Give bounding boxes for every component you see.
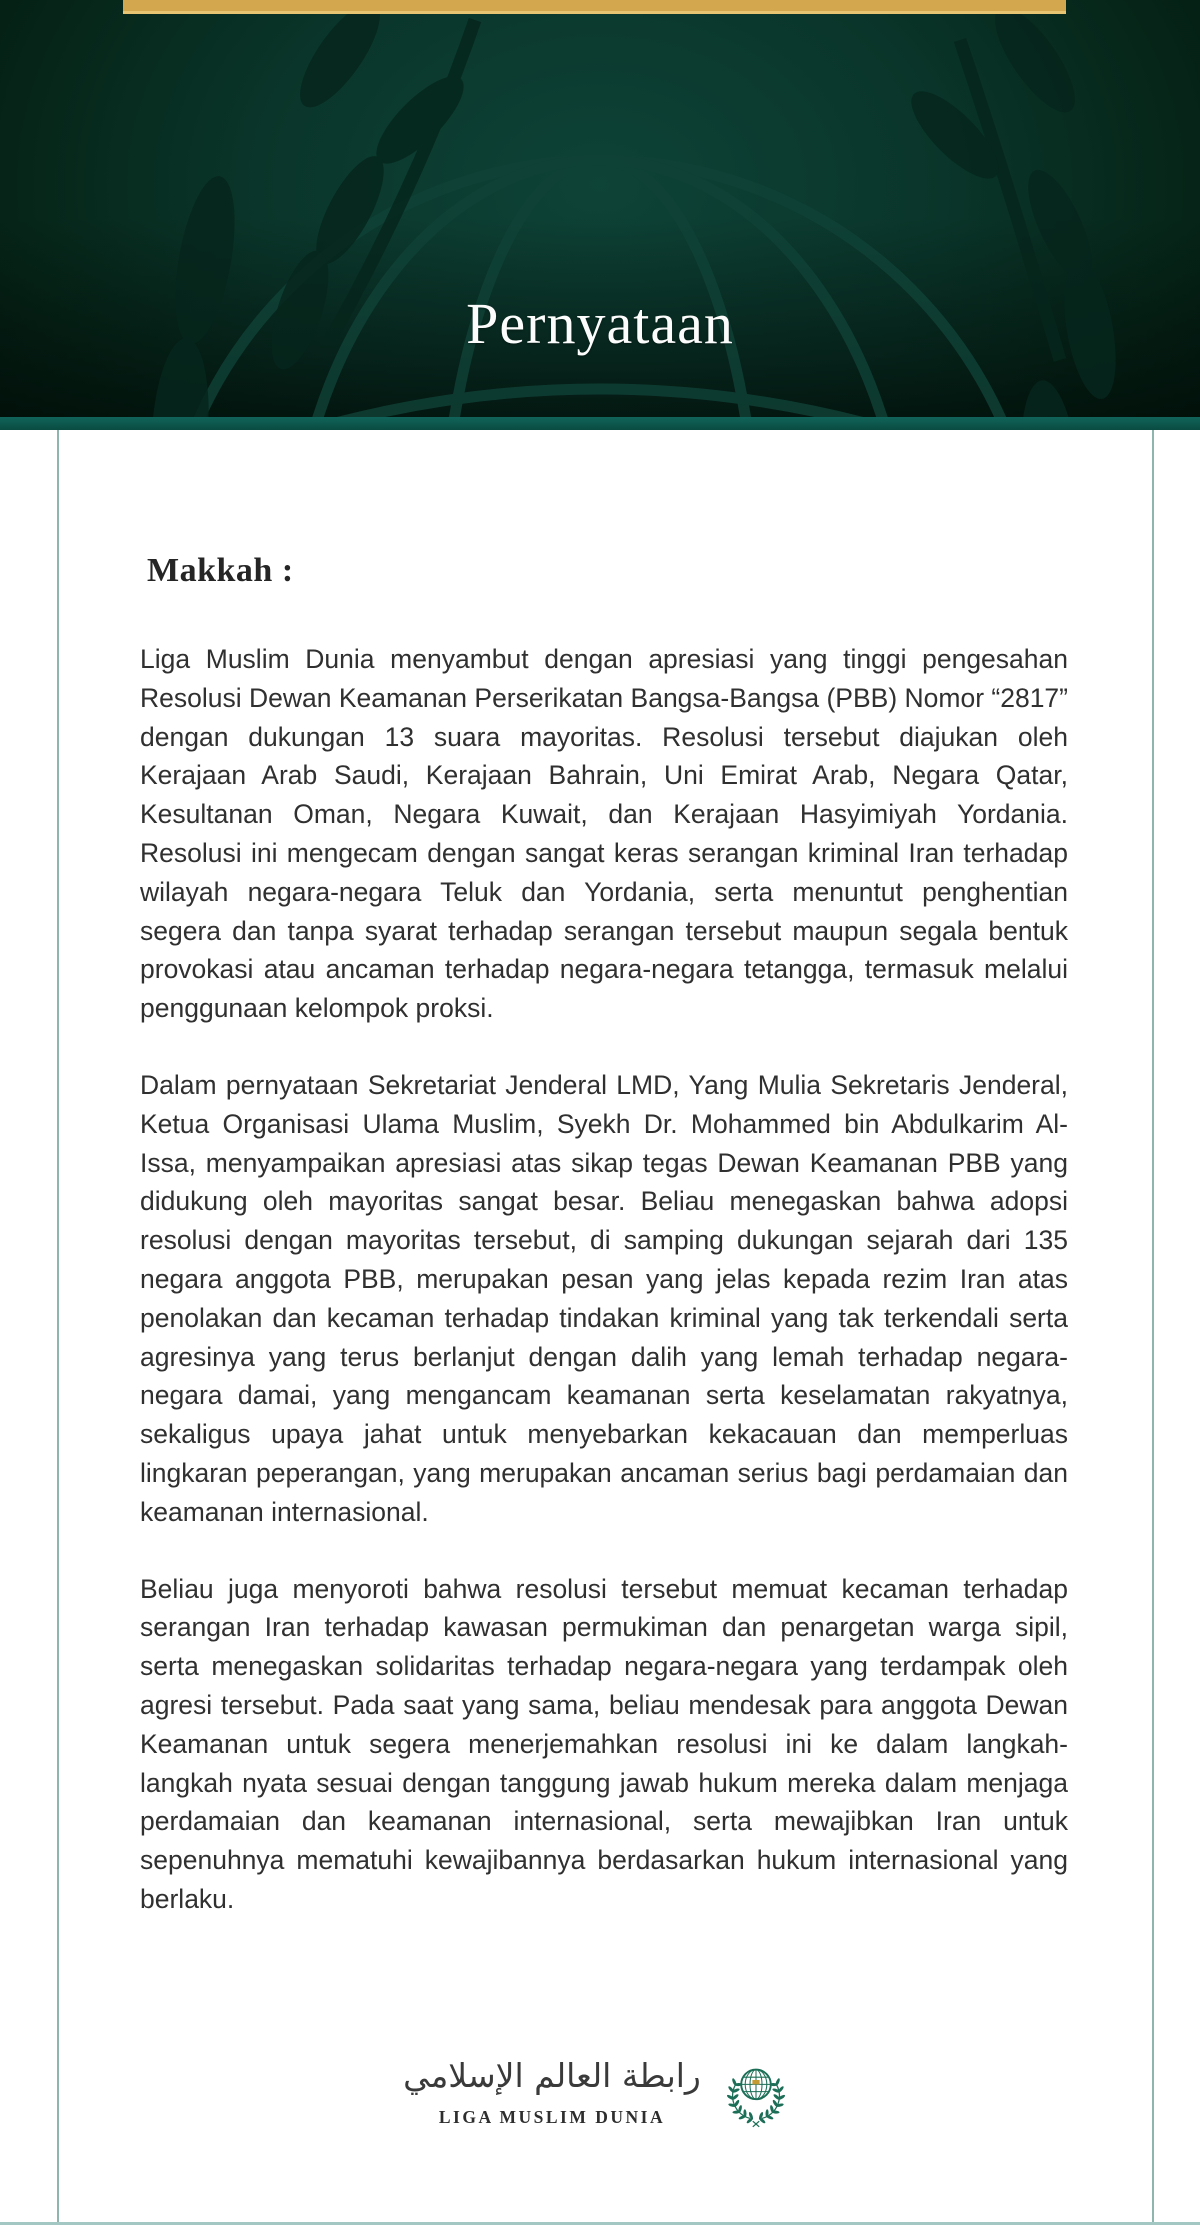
emblem-gold-door (752, 2080, 759, 2084)
statement-paragraph: Liga Muslim Dunia menyambut dengan apresiasi yang tinggi pengesahan Resolusi Dewan Keamanan Perserikatan Bangsa-Bangsa (PBB) Nomor “2817” dengan dukungan 13 suara mayoritas. Resolusi tersebut diajukan oleh Kerajaan Arab Saudi, Kerajaan Bahrain, Uni Emirat Arab, Negara Qatar, Kesultanan Oman, Negara Kuwait, dan Kerajaan Hasyimiyah Yordania. Resolusi ini mengecam dengan sangat keras serangan kriminal Iran terhadap wilayah negara-negara Teluk dan Yordania, serta menuntut penghentian segera dan tanpa syarat terhadap serangan tersebut maupun segala bentuk provokasi atau ancaman terhadap negara-negara tetangga, termasuk melalui penggunaan kelompok proksi. (140, 644, 1068, 1024)
footer-logo (0, 2048, 1200, 2134)
org-name-caption: LIGA MUSLIM DUNIA (438, 2107, 666, 2127)
dateline-heading: Makkah : (147, 552, 294, 589)
page-title: Pernyataan (466, 291, 734, 356)
frame-line-bottom (0, 2222, 1200, 2225)
statement-paragraph: Dalam pernyataan Sekretariat Jenderal LMD, Yang Mulia Sekretaris Jenderal, Ketua Organisasi Ulama Muslim, Syekh Dr. Mohammed bin Abdulkarim Al-Issa, menyampaikan apresiasi atas sikap tegas Dewan Keamanan PBB yang didukung oleh mayoritas sangat besar. Beliau menegaskan bahwa adopsi resolusi dengan mayoritas tersebut, di samping dukungan sejarah dari 135 negara anggota PBB, merupakan pesan yang jelas kepada rezim Iran atas penolakan dan kecaman terhadap tindakan kriminal yang tak terkendali serta agresinya yang terus berlanjut dengan dalih yang lemah terhadap negara-negara damai, yang mengancam keamanan serta keselamatan rakyatnya, sekaligus upaya jahat untuk menyebarkan kekacauan dan memperluas lingkaran peperangan, yang merupakan ancaman serius bagi perdamaian dan keamanan internasional. (140, 1069, 1068, 1527)
statement-paragraph: Beliau juga menyoroti bahwa resolusi tersebut memuat kecaman terhadap serangan Iran terhadap kawasan permukiman dan penargetan warga sipil, serta menegaskan solidaritas terhadap negara-negara yang terdampak oleh agresi tersebut. Pada saat yang sama, beliau mendesak para anggota Dewan Keamanan untuk segera menerjemahkan resolusi ini ke dalam langkah-langkah nyata sesuai dengan tanggung jawab hukum mereka dalam menjaga perdamaian dan keamanan internasional, serta mewajibkan Iran untuk sepenuhnya mematuhi kewajibannya berdasarkan hukum internasional yang berlaku. (140, 1573, 1068, 1914)
globe-wreath-emblem-icon (715, 2054, 797, 2134)
mwl-arabic-logotype: رابطة العالم الإسلامي (403, 2056, 701, 2095)
footer-logo-text (403, 2048, 701, 2128)
header-banner (0, 0, 1200, 417)
frame-line-right (1152, 430, 1154, 2222)
statement-body (140, 640, 1068, 1957)
header-divider-band (0, 417, 1200, 430)
gold-accent-bar (123, 0, 1066, 14)
frame-line-left (57, 430, 59, 2222)
